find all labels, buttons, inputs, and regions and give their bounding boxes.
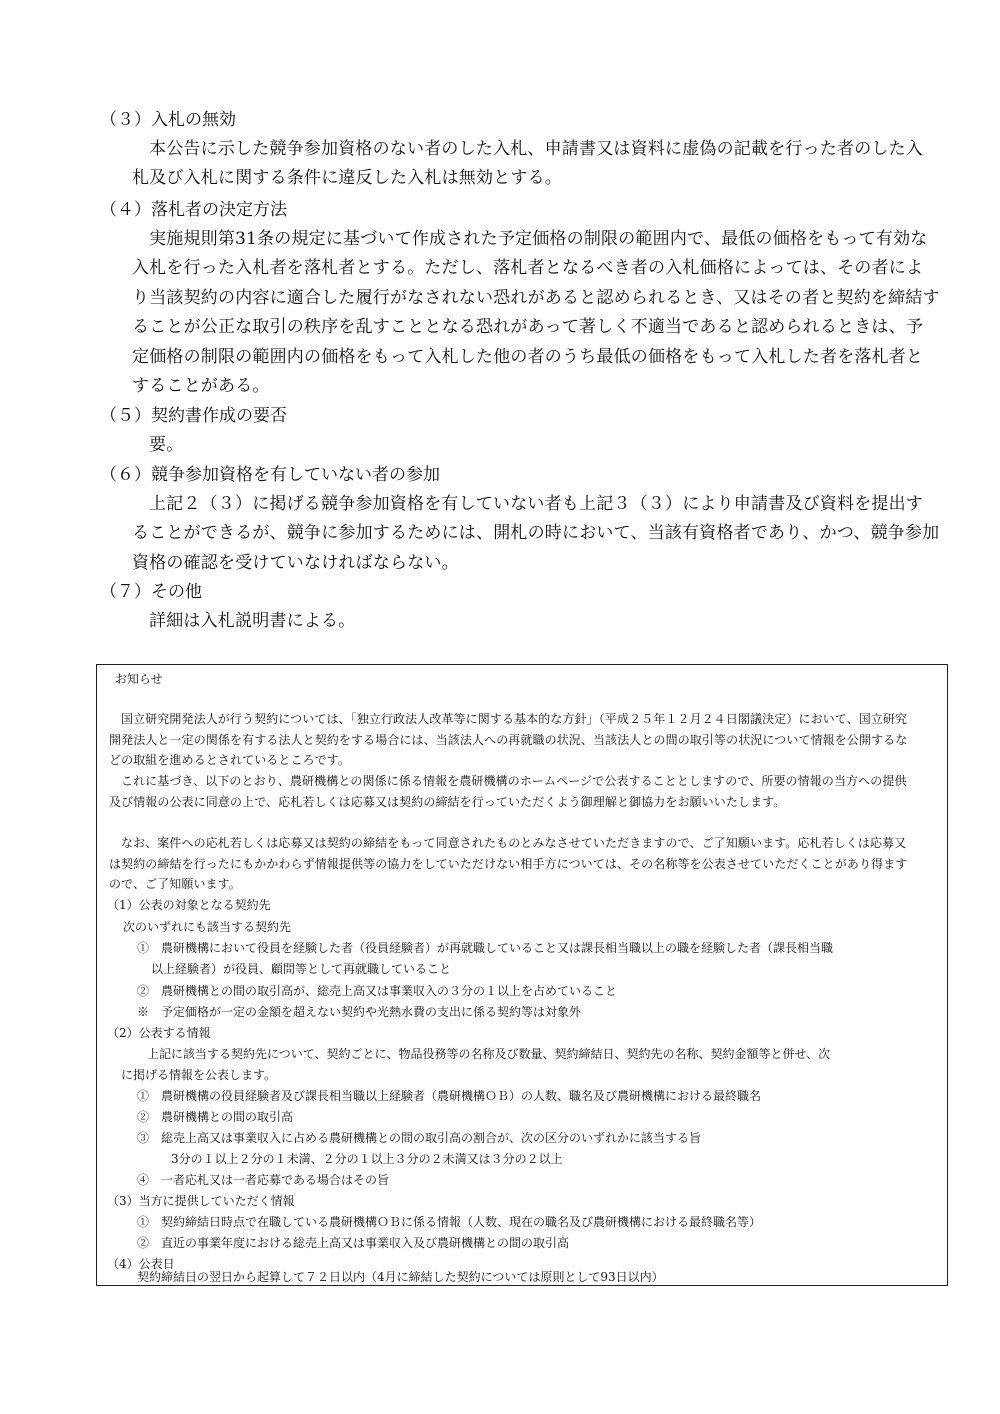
- notice-s3-item1: ① 契約締結日時点で在職している農研機構ＯＢに係る情報（人数、現在の職名及び農研機構における最終職名等）: [137, 1215, 762, 1229]
- notice-s2-item3: ③ 総売上高又は事業収入に占める農研機構との間の取引高の割合が、次の区分のいずれかに該当する旨: [137, 1131, 702, 1145]
- section-heading: （３）入札の無効: [100, 110, 236, 130]
- notice-s1-item1-cont: 以上経験者）が役員、顧問等として再就職していること: [151, 962, 452, 976]
- notice-s1-heading: （1）公表の対象となる契約先: [107, 898, 271, 912]
- section-heading: （５）契約書作成の要否: [100, 406, 287, 426]
- notice-intro-1: 国立研究開発法人が行う契約については、「独立行政法人改革等に関する基本的な方針」（平成２５年１２月２４日閣議決定）において、国立研究開発法人と一定の関係を有する法人と契約をする場合には、当該法人への再就職の状況、当該法人との間の取引等の状況について情報を公開するなどの取組を進めるとされているところです。: [109, 712, 908, 768]
- notice-s3-heading: （3）当方に提供していただく情報: [107, 1194, 295, 1208]
- section-paragraph: 要。: [149, 435, 184, 455]
- section-heading: （４）落札者の決定方法: [100, 200, 287, 220]
- notice-intro-3: なお、案件への応札若しくは応募又は契約の締結をもって同意されたものとみなさせていただきますので、ご了知願います。応札若しくは応募又は契約の締結を行ったにもかかわらず情報提供等の協力をしていただけない相手方については、その名称等を公表させていただくことがあり得ますので、ご了知願います。: [109, 836, 908, 892]
- notice-s2-item1: ① 農研機構の役員経験者及び課長相当職以上経験者（農研機構ＯＢ）の人数、職名及び農研機構における最終職名: [137, 1089, 762, 1103]
- notice-s2-para-cont: に掲げる情報を公表します。: [121, 1068, 277, 1082]
- notice-s1-lead: 次のいずれにも該当する契約先: [123, 920, 292, 934]
- section-7: [100, 578, 940, 636]
- notice-s4-text: 契約締結日の翌日から起算して７２日以内（4月に締結した契約については原則として93日以内）: [137, 1270, 664, 1284]
- section-heading: （６）競争参加資格を有していない者の参加: [100, 465, 440, 485]
- section-5: [100, 402, 940, 460]
- notice-s1-item2: ② 農研機構との間の取引高が、総売上高又は事業収入の３分の１以上を占めていること: [137, 984, 618, 998]
- section-paragraph: 本公告に示した競争参加資格のない者のした入札、申請書又は資料に虚偽の記載を行った者のした入札及び入札に関する条件に違反した入札は無効とする。: [132, 139, 923, 189]
- notice-title: お知らせ: [115, 672, 163, 686]
- notice-box: [96, 664, 948, 1286]
- section-paragraph: 詳細は入札説明書による。: [149, 611, 356, 631]
- section-heading: （７）その他: [100, 582, 202, 602]
- section-3: [100, 106, 940, 194]
- notice-s2-item3-sub: 3分の１以上２分の１未満、２分の１以上３分の２未満又は３分の２以上: [171, 1152, 563, 1166]
- notice-s4-heading: （4）公表日: [107, 1257, 175, 1271]
- notice-s2-item2: ② 農研機構との間の取引高: [137, 1110, 294, 1124]
- section-paragraph: 実施規則第31条の規定に基づいて作成された予定価格の制限の範囲内で、最低の価格をもって有効な入札を行った入札者を落札者とする。ただし、落札者となるべき者の入札価格によっては、その者により当該契約の内容に適合した履行がなされない恐れがあると認められるとき、又はその者と契約を締結することが公正な取引の秩序を乱すこととなる恐れがあって著しく不適当であると認められるときは、予定価格の制限の範囲内の価格をもって入札した他の者のうち最低の価格をもって入札した者を落札者とすることがある。: [132, 229, 940, 397]
- section-6: [100, 461, 940, 578]
- notice-s3-item2: ② 直近の事業年度における総売上高又は事業収入及び農研機構との間の取引高: [137, 1236, 570, 1250]
- notice-s1-note: ※ 予定価格が一定の金額を超えない契約や光熱水費の支出に係る契約等は対象外: [137, 1005, 582, 1019]
- notice-s1-item1: ① 農研機構において役員を経験した者（役員経験者）が再就職していること又は課長相当職以上の職を経験した者（課長相当職: [137, 941, 834, 955]
- notice-s2-item4: ④ 一者応札又は一者応募である場合はその旨: [137, 1173, 390, 1187]
- notice-intro-2: これに基づき、以下のとおり、農研機構との関係に係る情報を農研機構のホームページで公表することとしますので、所要の情報の当方への提供及び情報の公表に同意の上で、応札若しくは応募又は契約の締結を行っていただくよう御理解と御協力をお願いいたします。: [109, 774, 907, 809]
- notice-s2-heading: （2）公表する情報: [107, 1026, 211, 1040]
- section-4: [100, 196, 940, 401]
- notice-s2-para: 上記に該当する契約先について、契約ごとに、物品役務等の名称及び数量、契約締結日、契約先の名称、契約金額等と併せ、次: [147, 1047, 831, 1061]
- section-paragraph: 上記２（３）に掲げる競争参加資格を有していない者も上記３（３）により申請書及び資料を提出することができるが、競争に参加するためには、開札の時において、当該有資格者であり、かつ、競争参加資格の確認を受けていなければならない。: [132, 494, 940, 573]
